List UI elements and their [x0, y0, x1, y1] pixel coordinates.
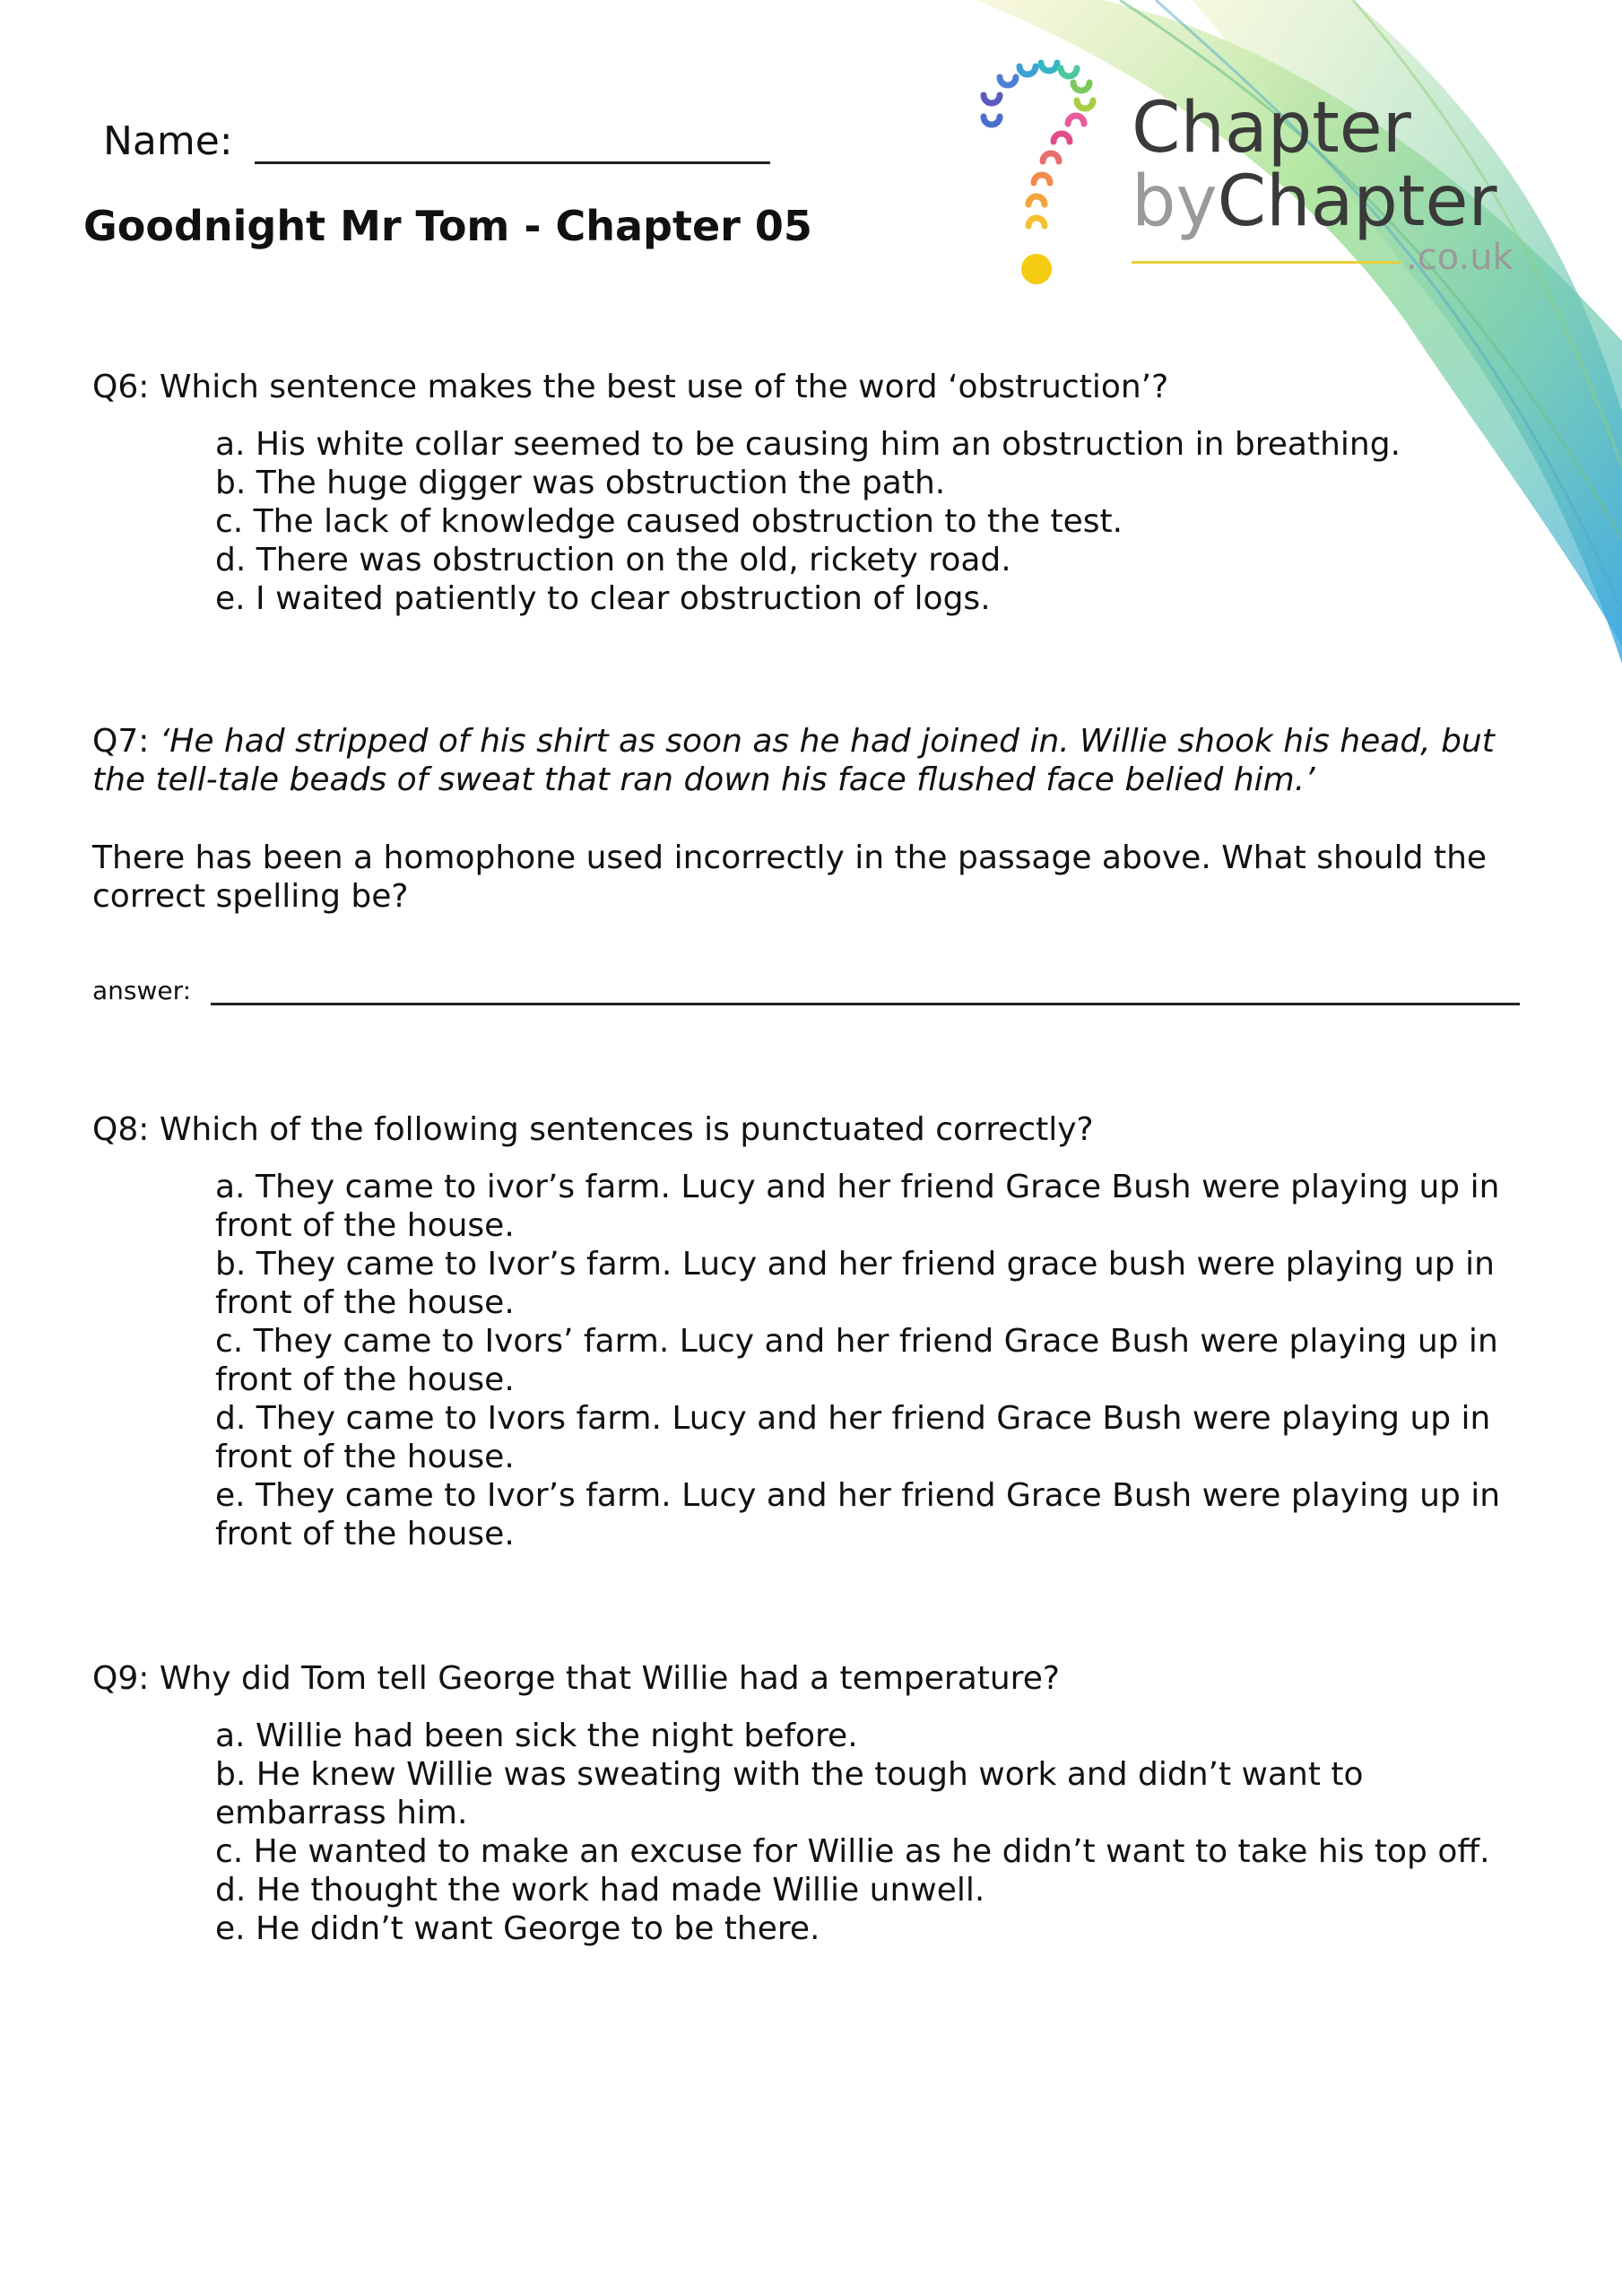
q9-option-c: c. He wanted to make an excuse for Willie as he didn’t want to take his top off. — [215, 1833, 1490, 1870]
logo-by: by — [1132, 161, 1218, 242]
name-row — [103, 118, 770, 164]
q6-option-c: c. The lack of knowledge caused obstruction to the test. — [215, 503, 1123, 540]
q7-answer-row — [92, 976, 1520, 1005]
q8-option-c: c. They came to Ivors’ farm. Lucy and her friend Grace Bush were playing up in front of the house. — [215, 1323, 1498, 1398]
name-field[interactable] — [255, 120, 770, 164]
q8-option-d: d. They came to Ivors farm. Lucy and her friend Grace Bush were playing up in front of the house. — [215, 1400, 1491, 1475]
name-label: Name: — [103, 118, 233, 164]
answer-field[interactable] — [211, 978, 1520, 1005]
logo-line-1: Chapter — [1132, 88, 1411, 169]
page-title: Goodnight Mr Tom - Chapter 05 — [83, 202, 812, 250]
q6-options — [215, 425, 1488, 618]
q8-option-e: e. They came to Ivor’s farm. Lucy and her friend Grace Bush were playing up in front of the house. — [215, 1477, 1501, 1552]
q7-label: Q7: — [92, 723, 150, 760]
logo-rule — [1132, 261, 1401, 264]
q7-passage: ‘He had stripped of his shirt as soon as he had joined in. Willie shook his head, but the tell-tale beads of sweat that ran down his face flushed face belied him.’ — [92, 723, 1495, 798]
q6-option-d: d. There was obstruction on the old, rickety road. — [215, 542, 1011, 578]
q7-passage-block — [92, 722, 1527, 799]
q7-question: There has been a homophone used incorrectly in the passage above. What should the correct spelling be? — [92, 839, 1488, 915]
q9-option-b: b. He knew Willie was sweating with the tough work and didn’t want to embarrass him. — [215, 1756, 1364, 1831]
q8-option-a: a. They came to ivor’s farm. Lucy and her friend Grace Bush were playing up in front of the house. — [215, 1169, 1500, 1244]
q8-option-b: b. They came to Ivor’s farm. Lucy and her friend grace bush were playing up in front of the house. — [215, 1246, 1495, 1321]
q9-option-e: e. He didn’t want George to be there. — [215, 1910, 820, 1947]
q8-question: Q8: Which of the following sentences is punctuated correctly? — [92, 1111, 1094, 1148]
q6-option-b: b. The huge digger was obstruction the path. — [215, 465, 946, 501]
q9-options — [215, 1717, 1533, 1948]
logo-domain: .co.uk — [1406, 237, 1514, 278]
logo-chapter: Chapter — [1217, 161, 1497, 242]
logo — [1132, 88, 1514, 278]
logo-line-2 — [1132, 161, 1514, 242]
q8-options — [215, 1168, 1533, 1553]
q9-question: Q9: Why did Tom tell George that Willie had a temperature? — [92, 1660, 1060, 1697]
q9-option-a: a. Willie had been sick the night before. — [215, 1718, 858, 1754]
q6-option-e: e. I waited patiently to clear obstruction of logs. — [215, 580, 991, 617]
answer-label: answer: — [92, 976, 192, 1005]
q6-option-a: a. His white collar seemed to be causing him an obstruction in breathing. — [215, 426, 1401, 463]
q9-option-d: d. He thought the work had made Willie unwell. — [215, 1872, 985, 1909]
logo-domain-row — [1132, 237, 1514, 278]
logo-books-icon — [964, 52, 1121, 312]
q6-question: Q6: Which sentence makes the best use of the word ‘obstruction’? — [92, 369, 1169, 405]
